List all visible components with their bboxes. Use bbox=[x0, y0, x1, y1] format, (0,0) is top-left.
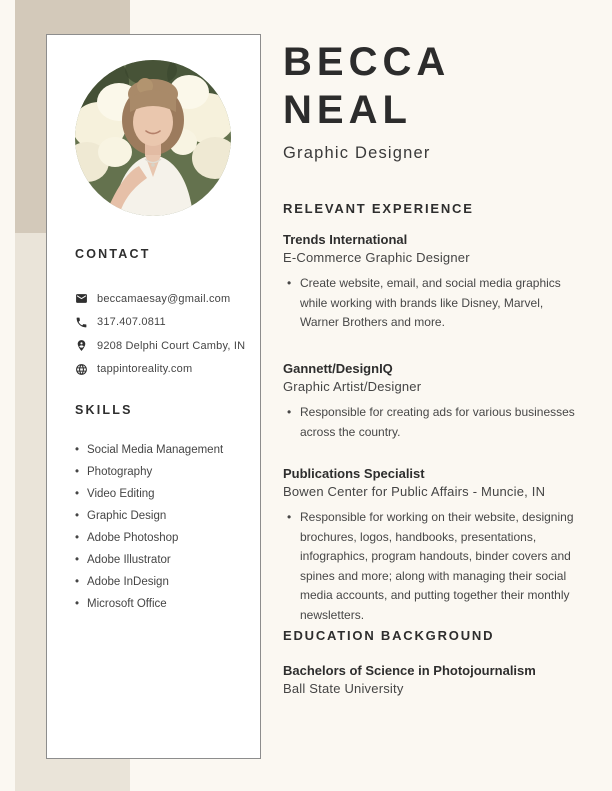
education-heading: EDUCATION BACKGROUND bbox=[283, 628, 495, 643]
skill-item: • Graphic Design bbox=[75, 505, 254, 527]
contact-heading: CONTACT bbox=[75, 247, 151, 261]
skills-heading: SKILLS bbox=[75, 403, 133, 417]
experience-entry-gannett bbox=[283, 360, 581, 442]
name-line-2: NEAL bbox=[283, 88, 412, 132]
skill-item: • Adobe Photoshop bbox=[75, 527, 254, 549]
profile-photo bbox=[75, 60, 231, 216]
contact-item-website bbox=[75, 358, 254, 382]
sidebar-card bbox=[46, 34, 261, 759]
entry-bullets bbox=[283, 403, 581, 442]
skill-item: • Photography bbox=[75, 461, 254, 483]
contact-item-address bbox=[75, 334, 254, 358]
skills-list bbox=[75, 439, 254, 615]
experience-entry-publications bbox=[283, 465, 581, 625]
resume-header bbox=[283, 38, 583, 163]
skill-item: • Video Editing bbox=[75, 483, 254, 505]
entry-org: Trends International bbox=[283, 232, 408, 247]
entry-role: Bowen Center for Public Affairs - Muncie, IN bbox=[283, 484, 546, 499]
experience-entry-trends bbox=[283, 231, 581, 333]
entry-role: E-Commerce Graphic Designer bbox=[283, 250, 470, 265]
skill-item: • Microsoft Office bbox=[75, 593, 254, 615]
globe-icon bbox=[75, 363, 88, 376]
education-entry bbox=[283, 662, 581, 698]
email-icon bbox=[75, 292, 88, 305]
job-title: Graphic Designer bbox=[283, 144, 431, 162]
education-degree: Bachelors of Science in Photojournalism bbox=[283, 663, 536, 678]
entry-org: Publications Specialist bbox=[283, 466, 425, 481]
bullet-item: • Responsible for working on their website, designing brochures, logos, handbooks, presentations, infographics, program handouts, binder covers and spines and more; along with managing their social media accounts, and putting together their monthly newsletters. bbox=[283, 508, 581, 625]
entry-bullets bbox=[283, 508, 581, 625]
contact-item-phone bbox=[75, 311, 254, 335]
contact-address-text: 9208 Delphi Court Camby, IN bbox=[97, 339, 246, 352]
entry-role: Graphic Artist/Designer bbox=[283, 379, 422, 394]
contact-phone-text: 317.407.0811 bbox=[97, 316, 166, 329]
bullet-item: • Responsible for creating ads for various businesses across the country. bbox=[283, 403, 581, 442]
contact-website-text: tappintoreality.com bbox=[97, 363, 193, 376]
phone-icon bbox=[75, 316, 88, 329]
location-icon bbox=[75, 339, 88, 352]
name-line-1: BECCA bbox=[283, 40, 451, 84]
contact-item-email bbox=[75, 287, 254, 311]
entry-org: Gannett/DesignIQ bbox=[283, 361, 393, 376]
skill-item: • Adobe InDesign bbox=[75, 571, 254, 593]
skill-item: • Adobe Illustrator bbox=[75, 549, 254, 571]
education-school: Ball State University bbox=[283, 681, 404, 696]
entry-bullets bbox=[283, 274, 581, 333]
contact-email-text: beccamaesay@gmail.com bbox=[97, 292, 231, 305]
bullet-item: • Create website, email, and social media graphics while working with brands like Disney, Marvel, Warner Brothers and more. bbox=[283, 274, 581, 333]
portrait-illustration bbox=[75, 60, 231, 216]
experience-heading: RELEVANT EXPERIENCE bbox=[283, 201, 474, 216]
contact-list bbox=[75, 287, 254, 381]
skill-item: • Social Media Management bbox=[75, 439, 254, 461]
